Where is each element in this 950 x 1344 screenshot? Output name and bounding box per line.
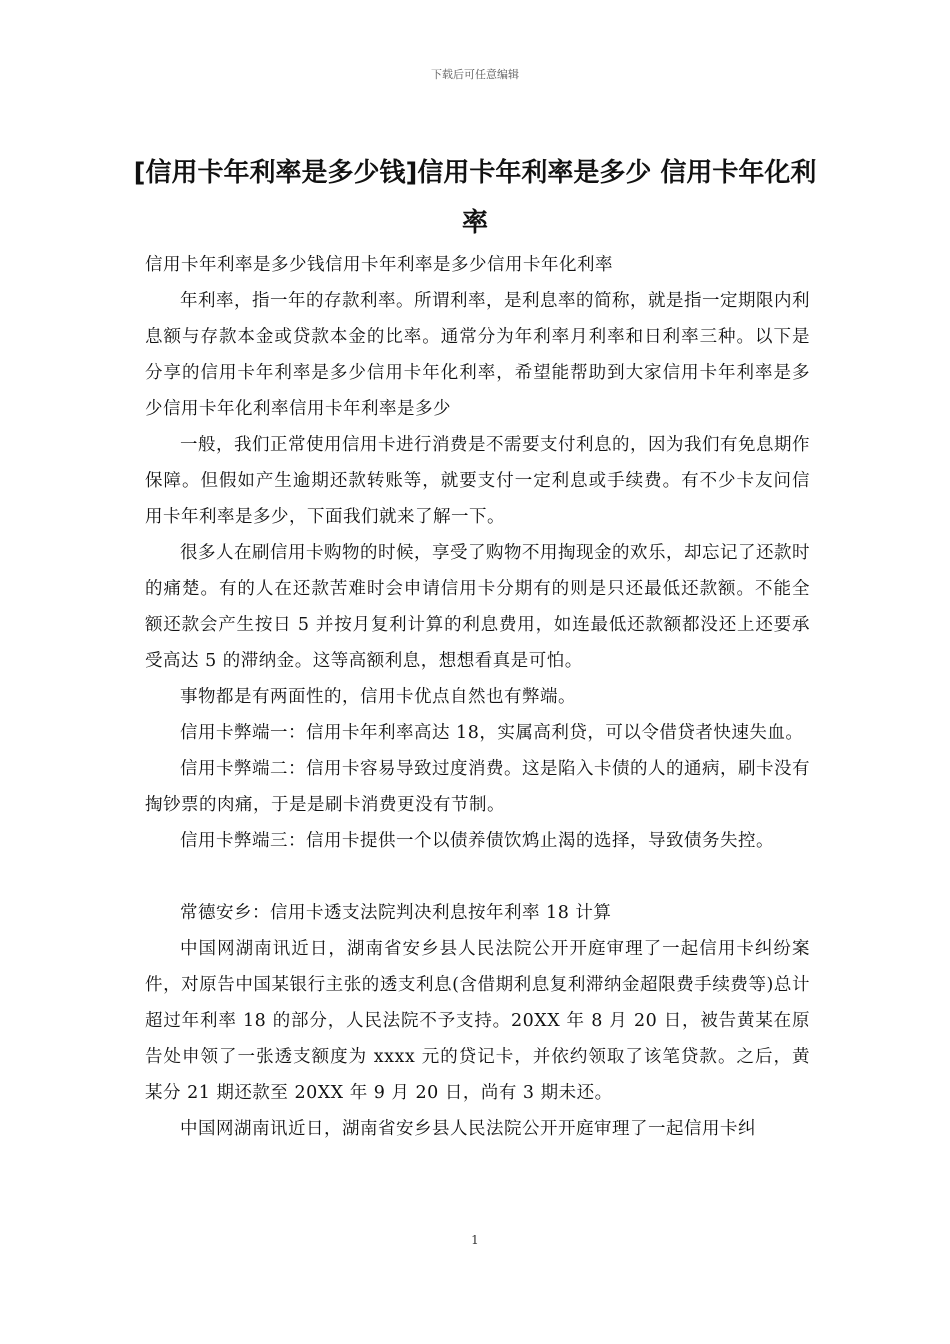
paragraph: 年利率，指一年的存款利率。所谓利率，是利息率的简称，就是指一定期限内利息额与存款本金或贷款本金的比率。通常分为年利率月利率和日利率三种。以下是分享的信用卡年利率是多少信用卡年化利率，希望能帮助到大家信用卡年利率是多少信用卡年化利率信用卡年利率是多少	[145, 291, 810, 419]
section-heading: 常德安乡：信用卡透支法院判决利息按年利率 18 计算	[180, 903, 612, 923]
paragraph: 中国网湖南讯近日，湖南省安乡县人民法院公开开庭审理了一起信用卡纠	[180, 1119, 756, 1139]
paragraph-gap	[145, 859, 810, 895]
paragraph: 一般，我们正常使用信用卡进行消费是不需要支付利息的，因为我们有免息期作保障。但假如产生逾期还款转账等，就要支付一定利息或手续费。有不少卡友问信用卡年利率是多少，下面我们就来了解一下。	[145, 435, 810, 527]
paragraph: 信用卡弊端三：信用卡提供一个以债养债饮鸩止渴的选择，导致债务失控。	[180, 831, 774, 851]
paragraph: 事物都是有两面性的，信用卡优点自然也有弊端。	[180, 687, 576, 707]
document-title: [信用卡年利率是多少钱]信用卡年利率是多少 信用卡年化利率	[133, 158, 817, 238]
page-number: 1	[471, 1233, 479, 1247]
header-note: 下载后可任意编辑	[431, 68, 519, 81]
document-body	[145, 247, 810, 1147]
paragraph: 中国网湖南讯近日，湖南省安乡县人民法院公开开庭审理了一起信用卡纠纷案件，对原告中国某银行主张的透支利息(含借期利息复利滞纳金超限费手续费等)总计超过年利率 18 的部分，人民法院不予支持。20XX 年 8 月 20 日，被告黄某在原告处申领了一张透支额度为 xxxx 元的贷记卡，并依约领取了该笔贷款。之后，黄某分 21 期还款至 20XX 年 9 月 20 日，尚有 3 期未还。	[145, 939, 810, 1103]
subtitle-paragraph: 信用卡年利率是多少钱信用卡年利率是多少信用卡年化利率	[145, 255, 613, 275]
paragraph: 信用卡弊端一：信用卡年利率高达 18，实属高利贷，可以令借贷者快速失血。	[180, 723, 804, 743]
paragraph: 信用卡弊端二：信用卡容易导致过度消费。这是陷入卡债的人的通病，刷卡没有掏钞票的肉痛，于是是刷卡消费更没有节制。	[145, 759, 810, 815]
paragraph: 很多人在刷信用卡购物的时候，享受了购物不用掏现金的欢乐，却忘记了还款时的痛楚。有的人在还款苦难时会申请信用卡分期有的则是只还最低还款额。不能全额还款会产生按日 5 并按月复利计算的利息费用，如连最低还款额都没还上还要承受高达 5 的滞纳金。这等高额利息，想想看真是可怕。	[145, 543, 810, 671]
